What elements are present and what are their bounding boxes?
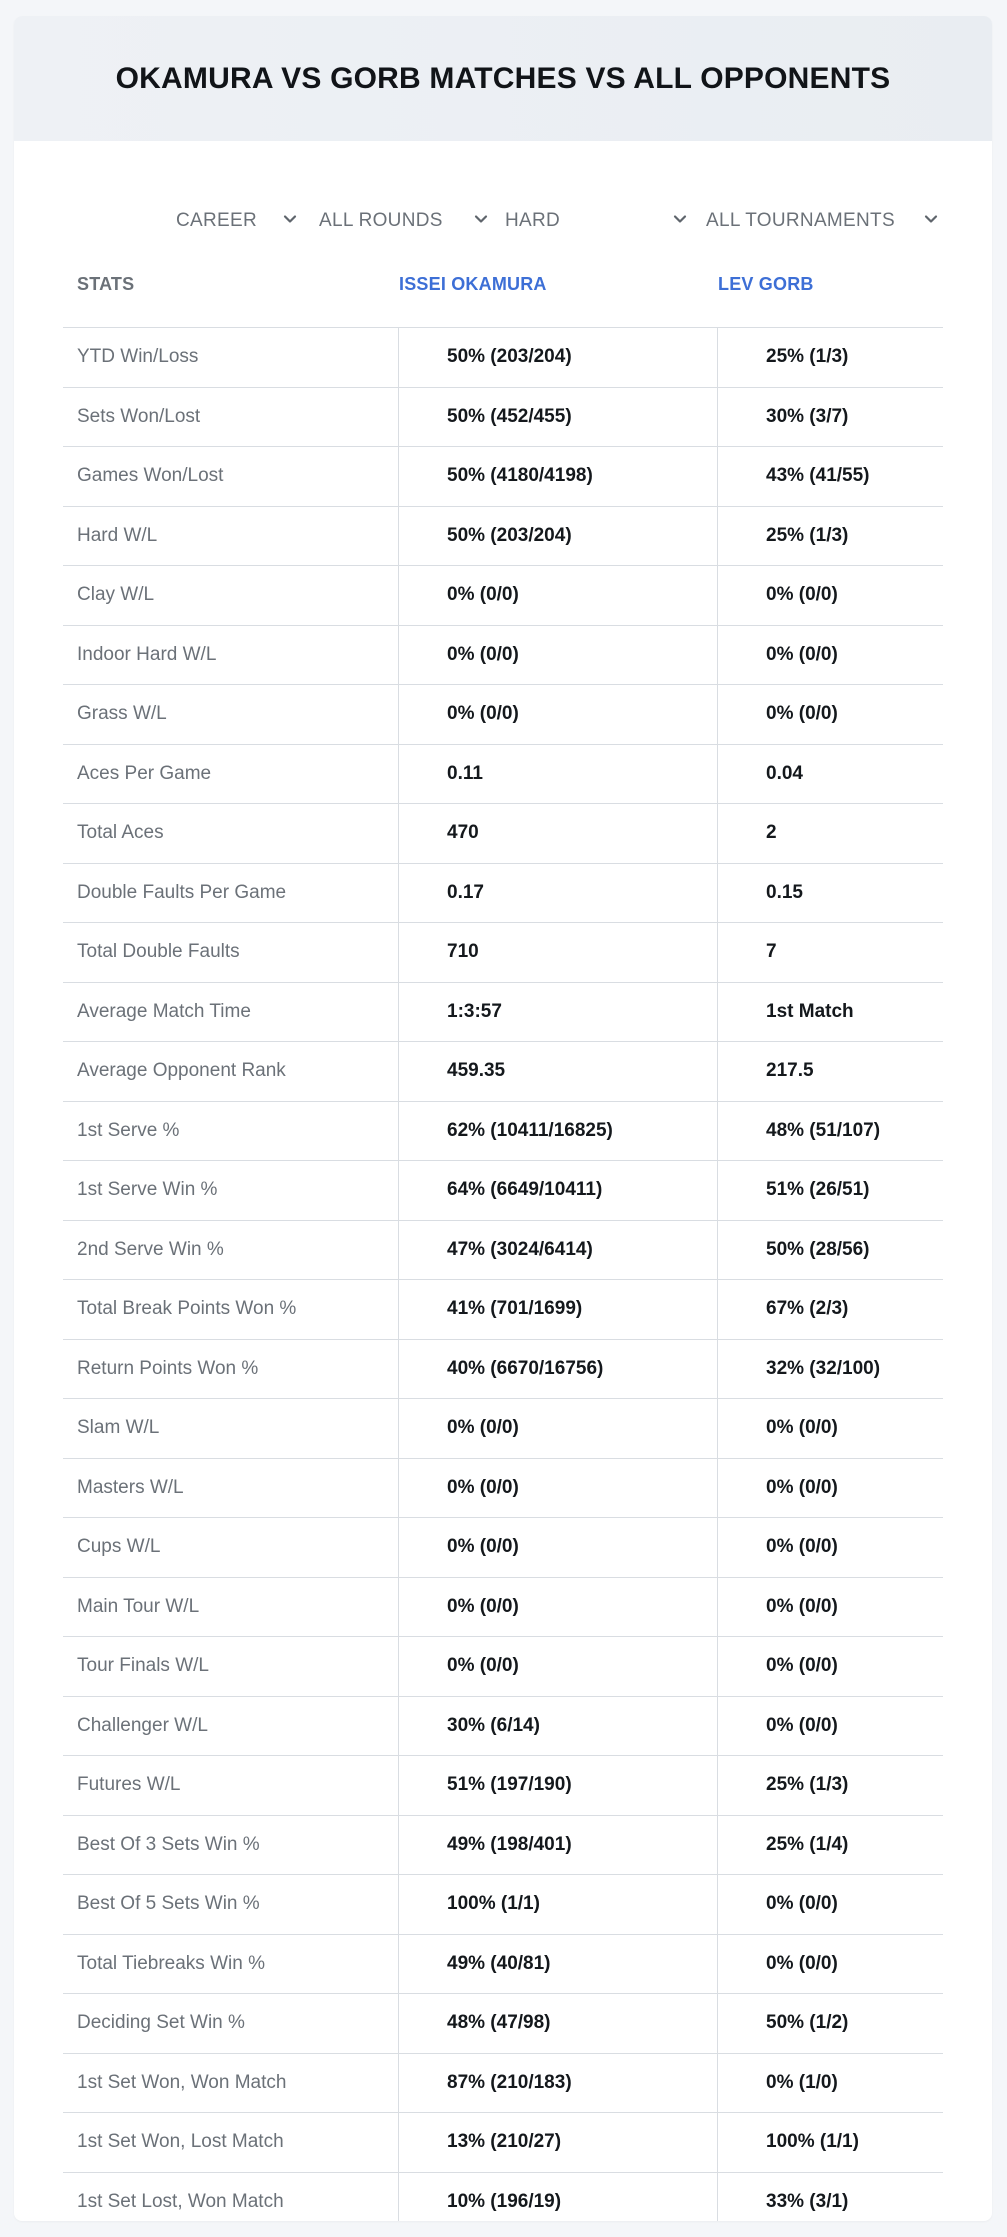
chevron-down-icon[interactable] [671,210,689,228]
player1-value: 0.11 [447,762,483,784]
column-divider [398,1280,399,1339]
table-row [63,864,943,924]
player2-value: 7 [766,941,777,963]
stat-label: Masters W/L [77,1476,184,1498]
column-divider [398,2054,399,2113]
column-divider [398,566,399,625]
player1-value: 0% (0/0) [447,1655,519,1677]
filter-tournaments-select[interactable] [706,196,895,246]
player1-value: 50% (203/204) [447,524,572,546]
table-row [63,983,943,1043]
player2-value: 0% (0/0) [766,1536,838,1558]
player2-value: 48% (51/107) [766,1119,881,1141]
column-divider [717,745,718,804]
stat-label: Total Break Points Won % [77,1298,297,1320]
column-divider [717,507,718,566]
column-header-stats: STATS [77,274,135,294]
column-divider [717,1935,718,1994]
column-divider [717,1697,718,1756]
chevron-down-icon[interactable] [281,210,299,228]
filter-rounds-label: ALL ROUNDS [319,210,443,231]
player1-value: 50% (4180/4198) [447,465,593,487]
column-divider [717,1340,718,1399]
column-divider [398,2113,399,2172]
player2-value: 50% (28/56) [766,1238,870,1260]
player2-value: 0% (0/0) [766,1595,838,1617]
stat-label: 2nd Serve Win % [77,1238,224,1260]
player1-value: 0.17 [447,881,484,903]
stat-label: Slam W/L [77,1417,160,1439]
table-row [63,1340,943,1400]
player2-value: 0% (0/0) [766,703,838,725]
column-divider [717,1221,718,1280]
column-divider [717,1578,718,1637]
player1-value: 13% (210/27) [447,2131,562,2153]
stat-label: 1st Serve Win % [77,1179,218,1201]
column-divider [398,447,399,506]
column-divider [717,2173,718,2222]
stat-label: YTD Win/Loss [77,346,199,368]
column-divider [717,804,718,863]
player1-value: 710 [447,941,479,963]
column-divider [398,1697,399,1756]
table-row [63,626,943,686]
player2-value: 0% (0/0) [766,1893,838,1915]
table-row [63,1161,943,1221]
table-row [63,1280,943,1340]
stat-label: Indoor Hard W/L [77,643,217,665]
table-row [63,1221,943,1281]
player2-value: 217.5 [766,1060,814,1082]
column-divider [398,1340,399,1399]
stat-label: Tour Finals W/L [77,1655,209,1677]
player2-value: 0% (0/0) [766,1714,838,1736]
column-divider [717,1994,718,2053]
table-row [63,447,943,507]
player2-value: 100% (1/1) [766,2131,859,2153]
column-divider [398,1518,399,1577]
player2-value: 67% (2/3) [766,1298,849,1320]
column-divider [398,1102,399,1161]
column-divider [398,388,399,447]
player1-value: 50% (203/204) [447,346,572,368]
stat-label: Deciding Set Win % [77,2012,245,2034]
stat-label: Aces Per Game [77,762,212,784]
column-divider [717,566,718,625]
column-divider [717,685,718,744]
table-row [63,1935,943,1995]
column-divider [398,1578,399,1637]
player1-link[interactable]: ISSEI OKAMURA [399,274,547,294]
player1-value: 470 [447,822,479,844]
table-body [63,328,943,2221]
column-divider [717,328,718,387]
player1-value: 0% (0/0) [447,584,519,606]
player2-value: 25% (1/4) [766,1833,849,1855]
table-row [63,685,943,745]
table-row [63,566,943,626]
stat-label: Clay W/L [77,584,155,606]
player2-value: 25% (1/3) [766,524,849,546]
column-divider [717,2113,718,2172]
column-divider [398,626,399,685]
player2-value: 25% (1/3) [766,346,849,368]
player2-value: 1st Match [766,1000,854,1022]
player1-value: 62% (10411/16825) [447,1119,613,1141]
player1-value: 0% (0/0) [447,1595,519,1617]
table-row [63,1697,943,1757]
stat-label: Main Tour W/L [77,1595,200,1617]
player1-value: 40% (6670/16756) [447,1357,604,1379]
column-divider [398,983,399,1042]
stat-label: Grass W/L [77,703,167,725]
player2-value: 0.15 [766,881,803,903]
player1-value: 0% (0/0) [447,1417,519,1439]
table-row [63,2113,943,2173]
column-divider [717,1161,718,1220]
player2-value: 0% (0/0) [766,1952,838,1974]
player1-value: 41% (701/1699) [447,1298,583,1320]
filter-career-label: CAREER [176,210,257,231]
player1-value: 51% (197/190) [447,1774,572,1796]
stats-table [63,252,943,2221]
chevron-down-icon[interactable] [922,210,940,228]
player1-value: 0% (0/0) [447,1476,519,1498]
stat-label: Total Aces [77,822,164,844]
table-row [63,1459,943,1519]
column-divider [717,1399,718,1458]
table-row [63,1042,943,1102]
column-divider [717,923,718,982]
player2-value: 0% (0/0) [766,1417,838,1439]
column-divider [717,1756,718,1815]
column-divider [717,864,718,923]
column-divider [398,685,399,744]
column-divider [398,2173,399,2222]
table-row [63,745,943,805]
column-divider [398,1756,399,1815]
table-row [63,1578,943,1638]
player2-value: 32% (32/100) [766,1357,881,1379]
filter-career-select[interactable] [176,196,257,246]
player1-value: 30% (6/14) [447,1714,540,1736]
table-row [63,1102,943,1162]
table-row [63,507,943,567]
table-row [63,923,943,983]
table-header [63,252,943,328]
column-divider [398,923,399,982]
player2-value: 30% (3/7) [766,405,849,427]
table-row [63,1399,943,1459]
stat-label: Challenger W/L [77,1714,208,1736]
stat-label: Total Tiebreaks Win % [77,1952,265,1974]
player1-value: 10% (196/19) [447,2190,562,2212]
column-divider [717,626,718,685]
table-row [63,328,943,388]
table-row [63,1756,943,1816]
column-divider [398,745,399,804]
player2-value: 2 [766,822,777,844]
player2-value: 0% (0/0) [766,1476,838,1498]
player1-value: 48% (47/98) [447,2012,551,2034]
player2-value: 0% (0/0) [766,584,838,606]
player2-value: 25% (1/3) [766,1774,849,1796]
stat-label: Best Of 3 Sets Win % [77,1833,260,1855]
player1-value: 47% (3024/6414) [447,1238,593,1260]
stat-label: Sets Won/Lost [77,405,201,427]
column-divider [398,1042,399,1101]
player1-value: 0% (0/0) [447,643,519,665]
stat-label: Average Match Time [77,1000,251,1022]
filter-rounds-select[interactable] [319,196,443,246]
column-divider [717,447,718,506]
stat-label: Hard W/L [77,524,158,546]
stat-label: 1st Set Won, Lost Match [77,2131,284,2153]
player2-value: 33% (3/1) [766,2190,849,2212]
column-divider [717,1518,718,1577]
player1-value: 50% (452/455) [447,405,572,427]
player1-value: 1:3:57 [447,1000,502,1022]
column-divider [398,1637,399,1696]
player2-value: 0% (0/0) [766,1655,838,1677]
page-title: OKAMURA VS GORB MATCHES VS ALL OPPONENTS [115,61,891,95]
stat-label: 1st Set Lost, Won Match [77,2190,284,2212]
stat-label: Total Double Faults [77,941,240,963]
column-divider [717,1816,718,1875]
column-divider [717,1042,718,1101]
player1-value: 87% (210/183) [447,2071,572,2093]
column-divider [398,1875,399,1934]
stats-card [14,16,992,2221]
column-divider [398,1399,399,1458]
player1-value: 0% (0/0) [447,703,519,725]
card-header [14,16,992,141]
column-divider [398,1994,399,2053]
column-divider [398,328,399,387]
table-row [63,1518,943,1578]
table-row [63,1637,943,1697]
player2-value: 51% (26/51) [766,1179,870,1201]
column-divider [398,1935,399,1994]
stat-label: Best Of 5 Sets Win % [77,1893,260,1915]
table-row [63,804,943,864]
column-divider [717,983,718,1042]
table-row [63,2173,943,2222]
stat-label: 1st Set Won, Won Match [77,2071,287,2093]
column-divider [398,864,399,923]
table-row [63,1816,943,1876]
stat-label: Games Won/Lost [77,465,224,487]
column-divider [717,1637,718,1696]
player2-value: 43% (41/55) [766,465,870,487]
player1-value: 100% (1/1) [447,1893,540,1915]
column-divider [398,507,399,566]
player2-value: 0% (1/0) [766,2071,838,2093]
player1-value: 0% (0/0) [447,1536,519,1558]
column-divider [398,1459,399,1518]
stat-label: Double Faults Per Game [77,881,287,903]
player2-link[interactable]: LEV GORB [718,274,814,294]
player1-value: 64% (6649/10411) [447,1179,603,1201]
table-row [63,388,943,448]
table-row [63,1994,943,2054]
column-divider [717,1280,718,1339]
column-divider [717,2054,718,2113]
table-row [63,1875,943,1935]
table-row [63,2054,943,2114]
filter-surface-label: HARD [505,210,561,231]
filter-tournaments-label: ALL TOURNAMENTS [706,210,895,231]
stat-label: Cups W/L [77,1536,161,1558]
stat-label: Return Points Won % [77,1357,259,1379]
column-divider [717,388,718,447]
player1-value: 49% (40/81) [447,1952,551,1974]
filter-surface-select[interactable] [505,196,560,246]
chevron-down-icon[interactable] [472,210,490,228]
player2-value: 0.04 [766,762,803,784]
column-divider [398,1161,399,1220]
player1-value: 459.35 [447,1060,506,1082]
column-divider [398,1816,399,1875]
player1-value: 49% (198/401) [447,1833,572,1855]
player2-value: 50% (1/2) [766,2012,849,2034]
stat-label: 1st Serve % [77,1119,180,1141]
column-divider [717,1102,718,1161]
column-divider [717,1875,718,1934]
stat-label: Average Opponent Rank [77,1060,286,1082]
column-divider [717,1459,718,1518]
column-divider [398,804,399,863]
filter-bar [14,196,992,246]
player2-value: 0% (0/0) [766,643,838,665]
stat-label: Futures W/L [77,1774,181,1796]
column-divider [398,1221,399,1280]
